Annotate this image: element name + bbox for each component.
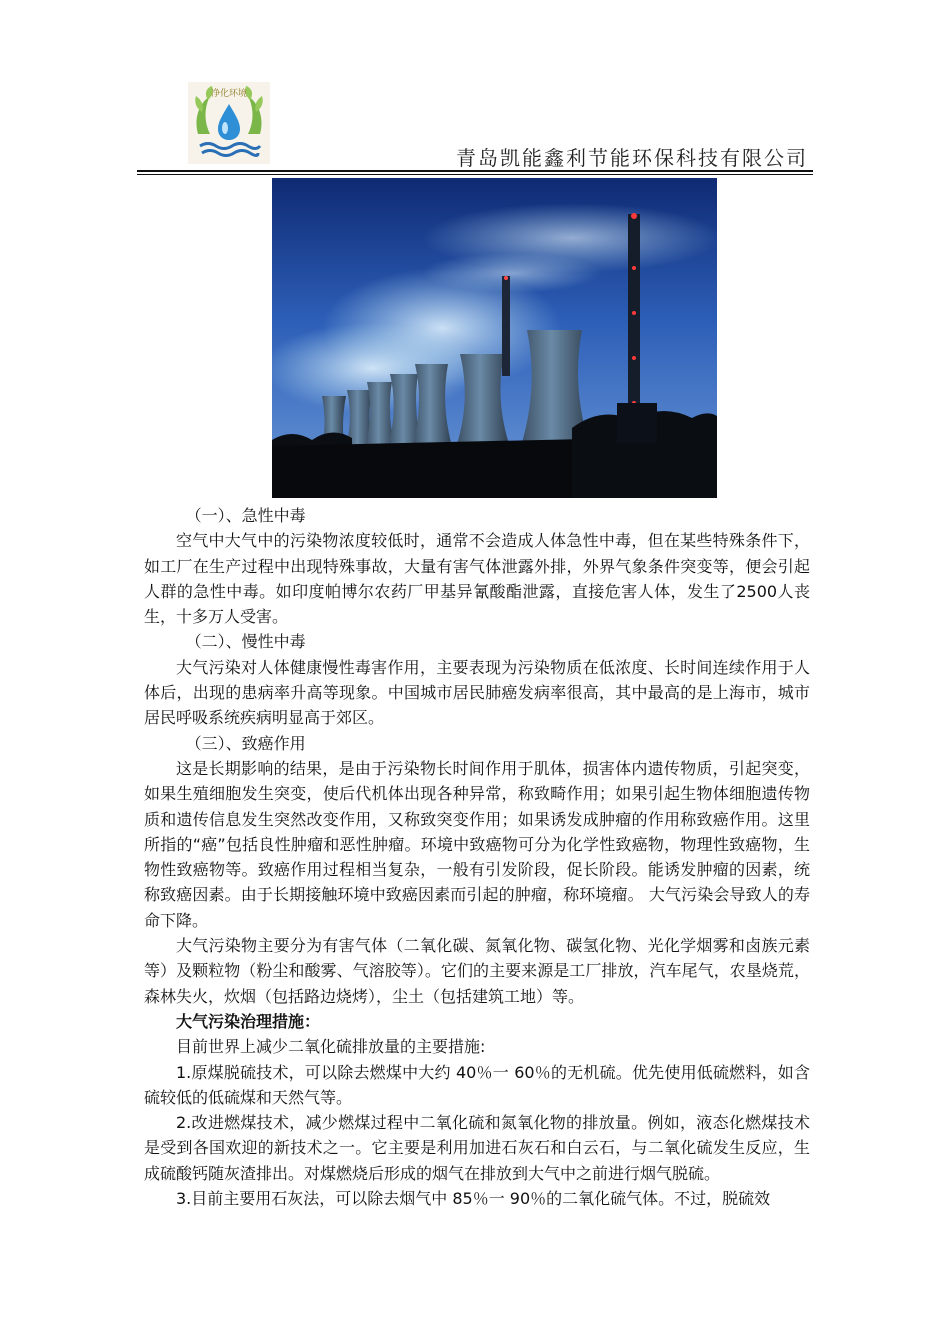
paragraph-carcinogenic: 这是长期影响的结果，是由于污染物长时间作用于肌体，损害体内遗传物质，引起突变，如果生殖细胞发生突变，使后代机体出现各种异常，称致畸作用；如果引起生物体细胞遗传物质和遗传信息发生突然改变作用，又称致突变作用；如果诱发成肿瘤的作用称致癌作用。这里所指的“癌”包括良性肿瘤和恶性肿瘤。环境中致癌物可分为化学性致癌物，物理性致癌物，生物性致癌物等。致癌作用过程相当复杂，一般有引发阶段，促长阶段。能诱发肿瘤的因素，统称致癌因素。由于长期接触环境中致癌因素而引起的肿瘤，称环境瘤。 大气污染会导致人的寿命下降。: [144, 758, 810, 930]
paragraph-measure-2: 2.改进燃煤技术，减少燃煤过程中二氧化硫和氮氧化物的排放量。例如，液态化燃煤技术是受到各国欢迎的新技术之一。它主要是利用加进石灰石和白云石，与二氧化硫发生反应，生成硫酸钙随灰渣排出。对煤燃烧后形成的烟气在排放到大气中之前进行烟气脱硫。: [144, 1113, 810, 1183]
paragraph-chronic: 大气污染对人体健康慢性毒害作用，主要表现为污染物质在低浓度、长时间连续作用于人体后，出现的患病率升高等现象。中国城市居民肺癌发病率很高，其中最高的是上海市，城市居民呼吸系统疾病明显高于郊区。: [144, 657, 810, 728]
logo-text: 净化环境: [210, 89, 248, 99]
paragraph-pollutants: 大气污染物主要分为有害气体（二氧化碳、氮氧化物、碳氢化物、光化学烟雾和卤族元素等）及颗粒物（粉尘和酸雾、气溶胶等）。它们的主要来源是工厂排放，汽车尾气，农垦烧荒，森林失火，炊烟（包括路边烧烤），尘土（包括建筑工地）等。: [144, 936, 810, 1006]
article-body: [144, 503, 810, 1211]
company-logo-icon: [188, 82, 270, 164]
paragraph-acute: 空气中大气中的污染物浓度较低时，通常不会造成人体急性中毒，但在某些特殊条件下，如工厂在生产过程中出现特殊事故，大量有害气体泄露外排，外界气象条件突变等，便会引起人群的急性中毒。如印度帕博尔农药厂甲基异氰酸酯泄露，直接危害人体，发生了2500人丧生，十多万人受害。: [144, 531, 810, 627]
heading-measures: 大气污染治理措施：: [176, 1011, 321, 1031]
header-rule-thin: [137, 174, 813, 175]
paragraph-measure-3: 3.目前主要用石灰法，可以除去烟气中 85％一 90％的二氧化硫气体。不过，脱硫效: [176, 1189, 771, 1209]
header-rule-thick: [137, 170, 813, 172]
power-plant-cooling-towers-photo: [272, 178, 717, 498]
section-heading-carcinogenic: （三）、致癌作用: [185, 733, 306, 753]
section-heading-chronic: （二）、慢性中毒: [185, 632, 306, 652]
company-name: 青岛凯能鑫利节能环保科技有限公司: [456, 146, 808, 170]
paragraph-measures-intro: 目前世界上减少二氧化硫排放量的主要措施:: [176, 1037, 486, 1057]
paragraph-measure-1: 1.原煤脱硫技术，可以除去燃煤中大约 40％一 60％的无机硫。优先使用低硫燃料，如含硫较低的低硫煤和天然气等。: [144, 1062, 810, 1107]
section-heading-acute: （一）、急性中毒: [185, 506, 306, 525]
